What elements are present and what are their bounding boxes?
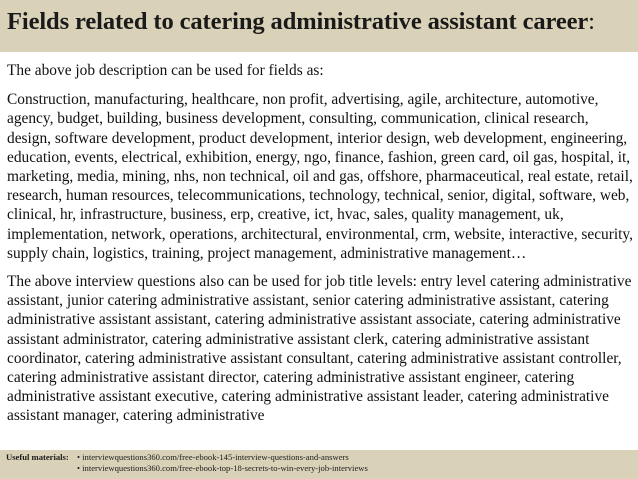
slide-title-colon: : — [588, 8, 595, 35]
fields-list-text: Construction, manufacturing, healthcare, non profit, advertising, agile, architecture, automotive, agency, budget, building, business development, consulting, communication, clinical research, design, software development, product development, interior design, web development, engineering, education, events, electrical, exhibition, energy, ngo, finance, fashion, green card, oil gas, hospital, it, marketing, media, mining, nhs, non technical, oil and gas, offshore, pharmaceutical, real estate, retail, research, human resources, telecommunications, technology, technical, senior, digital, software, web, clinical, hr, infrastructure, business, erp, creative, ict, hvac, sales, quality management, uk, implementation, network, operations, architectural, environmental, crm, website, interactive, security, supply chain, logistics, training, project management, administrative management… — [7, 91, 633, 262]
slide-content — [7, 61, 635, 425]
slide-title — [7, 8, 638, 36]
useful-materials — [6, 452, 638, 473]
footer-link-ebook-top-18[interactable]: • interviewquestions360.com/free-ebook-top-18-secrets-to-win-every-job-interviews — [77, 462, 368, 473]
slide-title-text: Fields related to catering administrative assistant career — [7, 8, 589, 35]
useful-materials-label — [6, 452, 77, 473]
title-bar — [0, 0, 638, 52]
job-levels-text: The above interview questions also can be used for job title levels: entry level catering administrative assistant, junior catering administrative assistant, senior catering administrative assistant, catering administrative assistant assistant, catering administrative assistant associate, catering administrative assistant administrator, catering administrative assistant clerk, catering administrative assistant coordinator, catering administrative assistant consultant, catering administrative assistant controller, catering administrative assistant director, catering administrative assistant engineer, catering administrative assistant executive, catering administrative assistant leader, catering administrative assistant manager, catering administrative — [7, 273, 632, 425]
useful-materials-label-text: Useful materials — [6, 452, 66, 462]
footer-bar — [0, 450, 638, 479]
useful-materials-separator: : — [65, 452, 69, 462]
useful-materials-links — [77, 452, 368, 473]
intro-text: The above job description can be used for fields as: — [7, 62, 324, 79]
footer-link-ebook-145[interactable]: • interviewquestions360.com/free-ebook-145-interview-questions-and-answers — [77, 452, 349, 462]
